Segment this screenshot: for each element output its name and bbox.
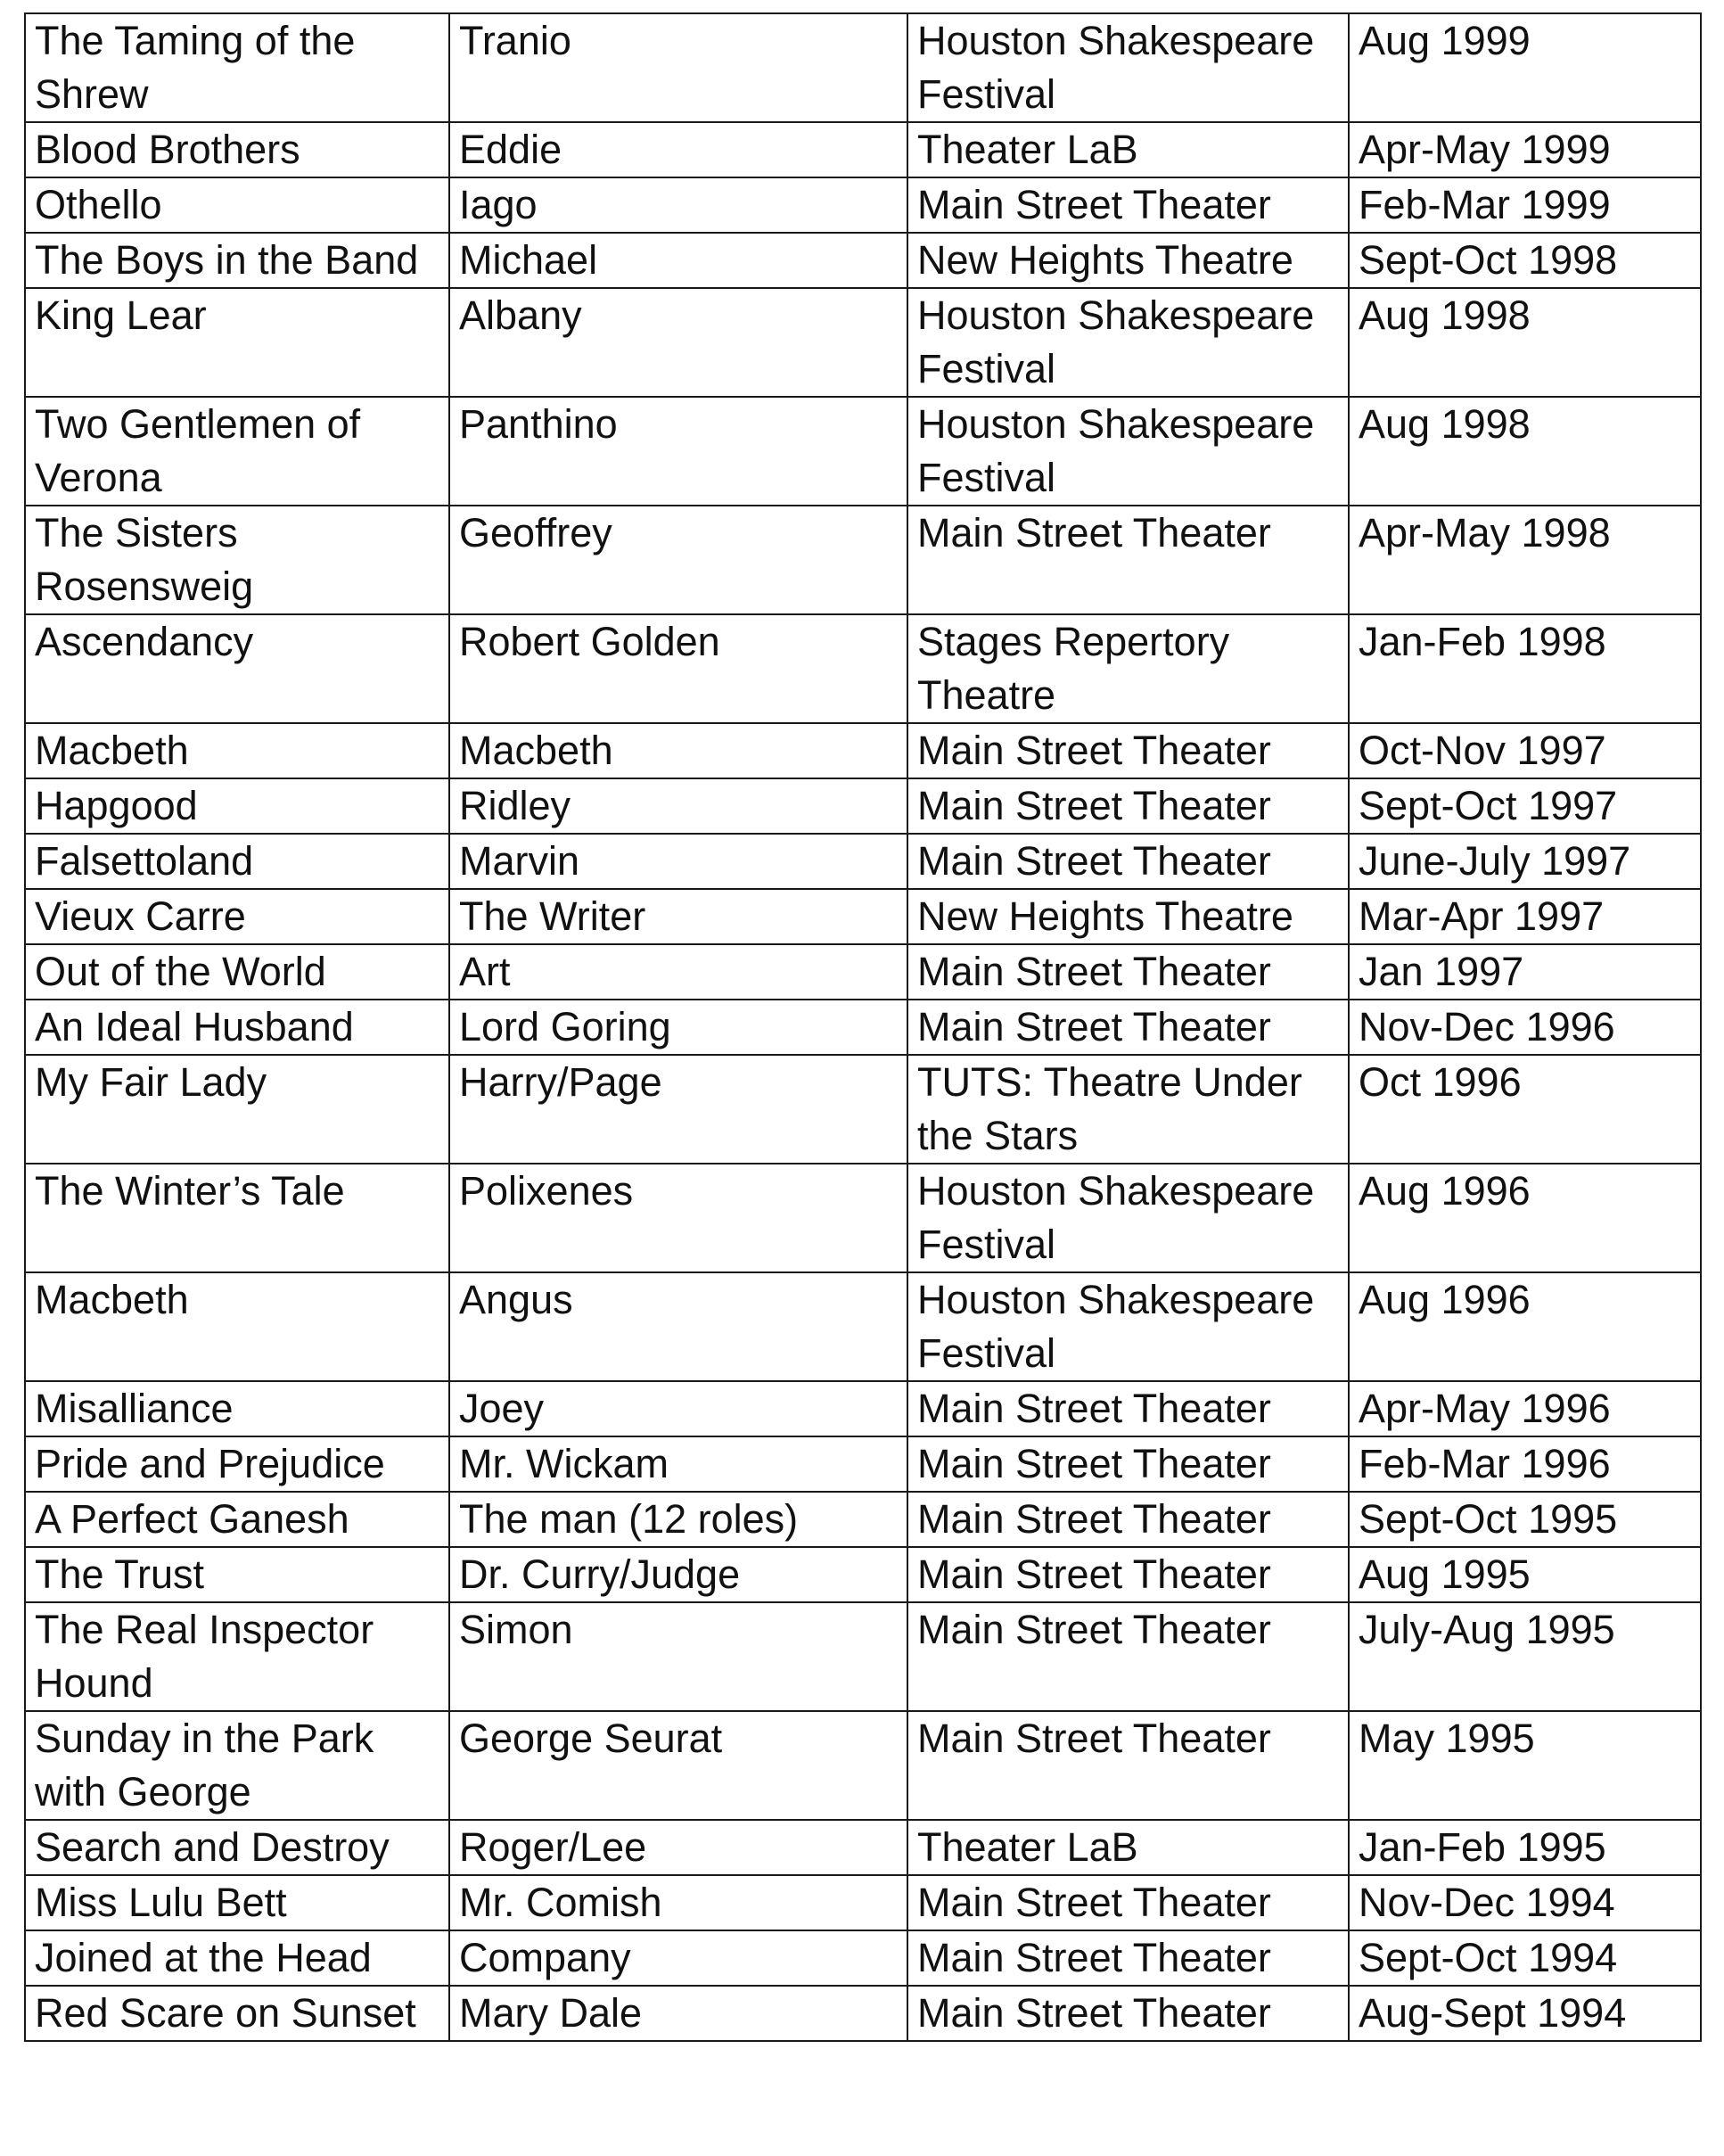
production-title-cell: Vieux Carre	[25, 889, 449, 944]
venue-cell: Main Street Theater	[907, 834, 1349, 889]
role-cell: Joey	[449, 1381, 907, 1436]
table-row	[25, 1711, 1701, 1820]
production-title-cell: Falsettoland	[25, 834, 449, 889]
role-cell: Robert Golden	[449, 614, 907, 723]
table-row	[25, 397, 1701, 506]
production-title-cell: Macbeth	[25, 1272, 449, 1381]
date-cell: Feb-Mar 1999	[1349, 177, 1701, 233]
date-cell: Aug-Sept 1994	[1349, 1986, 1701, 2041]
date-cell: Apr-May 1999	[1349, 122, 1701, 177]
production-title-cell: Misalliance	[25, 1381, 449, 1436]
venue-cell: Main Street Theater	[907, 778, 1349, 834]
table-row	[25, 1986, 1701, 2041]
date-cell: Sept-Oct 1995	[1349, 1492, 1701, 1547]
venue-cell: Main Street Theater	[907, 506, 1349, 614]
venue-cell: Main Street Theater	[907, 1436, 1349, 1492]
venue-cell: Main Street Theater	[907, 177, 1349, 233]
role-cell: Geoffrey	[449, 506, 907, 614]
role-cell: George Seurat	[449, 1711, 907, 1820]
date-cell: Sept-Oct 1998	[1349, 233, 1701, 288]
table-row	[25, 1820, 1701, 1875]
production-title-cell: Macbeth	[25, 723, 449, 778]
table-row	[25, 889, 1701, 944]
venue-cell: Main Street Theater	[907, 1711, 1349, 1820]
venue-cell: Main Street Theater	[907, 944, 1349, 1000]
table-row	[25, 177, 1701, 233]
role-cell: Michael	[449, 233, 907, 288]
venue-cell: Houston Shakespeare Festival	[907, 1272, 1349, 1381]
table-row	[25, 1000, 1701, 1055]
venue-cell: Houston Shakespeare Festival	[907, 288, 1349, 397]
table-row	[25, 1930, 1701, 1986]
venue-cell: New Heights Theatre	[907, 889, 1349, 944]
date-cell: Apr-May 1998	[1349, 506, 1701, 614]
production-title-cell: Search and Destroy	[25, 1820, 449, 1875]
role-cell: Roger/Lee	[449, 1820, 907, 1875]
production-title-cell: Othello	[25, 177, 449, 233]
date-cell: Jan-Feb 1995	[1349, 1820, 1701, 1875]
role-cell: Panthino	[449, 397, 907, 506]
role-cell: Dr. Curry/Judge	[449, 1547, 907, 1602]
date-cell: Aug 1995	[1349, 1547, 1701, 1602]
table-row	[25, 1436, 1701, 1492]
date-cell: Jan 1997	[1349, 944, 1701, 1000]
date-cell: Oct-Nov 1997	[1349, 723, 1701, 778]
production-title-cell: My Fair Lady	[25, 1055, 449, 1164]
date-cell: Aug 1999	[1349, 13, 1701, 122]
production-title-cell: The Trust	[25, 1547, 449, 1602]
venue-cell: Houston Shakespeare Festival	[907, 1164, 1349, 1272]
venue-cell: TUTS: Theatre Under the Stars	[907, 1055, 1349, 1164]
credits-table	[24, 12, 1702, 2042]
role-cell: Mr. Comish	[449, 1875, 907, 1930]
credits-table-body	[25, 13, 1701, 2041]
role-cell: Simon	[449, 1602, 907, 1711]
table-row	[25, 288, 1701, 397]
date-cell: July-Aug 1995	[1349, 1602, 1701, 1711]
table-row	[25, 1492, 1701, 1547]
date-cell: Sept-Oct 1994	[1349, 1930, 1701, 1986]
table-row	[25, 506, 1701, 614]
venue-cell: Main Street Theater	[907, 1602, 1349, 1711]
table-row	[25, 944, 1701, 1000]
date-cell: Feb-Mar 1996	[1349, 1436, 1701, 1492]
role-cell: Eddie	[449, 122, 907, 177]
table-row	[25, 233, 1701, 288]
table-row	[25, 1164, 1701, 1272]
production-title-cell: Out of the World	[25, 944, 449, 1000]
role-cell: The man (12 roles)	[449, 1492, 907, 1547]
role-cell: Ridley	[449, 778, 907, 834]
date-cell: Aug 1996	[1349, 1164, 1701, 1272]
date-cell: Apr-May 1996	[1349, 1381, 1701, 1436]
role-cell: Mr. Wickam	[449, 1436, 907, 1492]
role-cell: Harry/Page	[449, 1055, 907, 1164]
production-title-cell: Red Scare on Sunset	[25, 1986, 449, 2041]
date-cell: Nov-Dec 1996	[1349, 1000, 1701, 1055]
date-cell: Jan-Feb 1998	[1349, 614, 1701, 723]
venue-cell: Main Street Theater	[907, 1930, 1349, 1986]
table-row	[25, 1875, 1701, 1930]
date-cell: Nov-Dec 1994	[1349, 1875, 1701, 1930]
date-cell: Aug 1998	[1349, 397, 1701, 506]
table-row	[25, 1602, 1701, 1711]
production-title-cell: A Perfect Ganesh	[25, 1492, 449, 1547]
date-cell: May 1995	[1349, 1711, 1701, 1820]
production-title-cell: Sunday in the Park with George	[25, 1711, 449, 1820]
venue-cell: Main Street Theater	[907, 1381, 1349, 1436]
role-cell: Polixenes	[449, 1164, 907, 1272]
table-row	[25, 122, 1701, 177]
venue-cell: Main Street Theater	[907, 1492, 1349, 1547]
date-cell: June-July 1997	[1349, 834, 1701, 889]
production-title-cell: King Lear	[25, 288, 449, 397]
role-cell: Iago	[449, 177, 907, 233]
production-title-cell: Pride and Prejudice	[25, 1436, 449, 1492]
table-row	[25, 1547, 1701, 1602]
role-cell: Angus	[449, 1272, 907, 1381]
production-title-cell: Miss Lulu Bett	[25, 1875, 449, 1930]
venue-cell: Houston Shakespeare Festival	[907, 13, 1349, 122]
production-title-cell: The Sisters Rosensweig	[25, 506, 449, 614]
date-cell: Aug 1996	[1349, 1272, 1701, 1381]
role-cell: Macbeth	[449, 723, 907, 778]
table-row	[25, 834, 1701, 889]
table-row	[25, 13, 1701, 122]
credits-document	[24, 12, 1700, 2042]
date-cell: Oct 1996	[1349, 1055, 1701, 1164]
table-row	[25, 778, 1701, 834]
table-row	[25, 1381, 1701, 1436]
date-cell: Sept-Oct 1997	[1349, 778, 1701, 834]
venue-cell: Main Street Theater	[907, 1986, 1349, 2041]
table-row	[25, 723, 1701, 778]
table-row	[25, 1055, 1701, 1164]
venue-cell: New Heights Theatre	[907, 233, 1349, 288]
role-cell: Lord Goring	[449, 1000, 907, 1055]
table-row	[25, 1272, 1701, 1381]
venue-cell: Main Street Theater	[907, 1875, 1349, 1930]
production-title-cell: The Boys in the Band	[25, 233, 449, 288]
production-title-cell: The Real Inspector Hound	[25, 1602, 449, 1711]
venue-cell: Main Street Theater	[907, 723, 1349, 778]
role-cell: Art	[449, 944, 907, 1000]
table-row	[25, 614, 1701, 723]
venue-cell: Theater LaB	[907, 122, 1349, 177]
date-cell: Mar-Apr 1997	[1349, 889, 1701, 944]
role-cell: Company	[449, 1930, 907, 1986]
production-title-cell: Ascendancy	[25, 614, 449, 723]
production-title-cell: Hapgood	[25, 778, 449, 834]
venue-cell: Main Street Theater	[907, 1000, 1349, 1055]
production-title-cell: Two Gentlemen of Verona	[25, 397, 449, 506]
role-cell: Marvin	[449, 834, 907, 889]
date-cell: Aug 1998	[1349, 288, 1701, 397]
venue-cell: Main Street Theater	[907, 1547, 1349, 1602]
venue-cell: Stages Repertory Theatre	[907, 614, 1349, 723]
production-title-cell: Blood Brothers	[25, 122, 449, 177]
production-title-cell: Joined at the Head	[25, 1930, 449, 1986]
venue-cell: Theater LaB	[907, 1820, 1349, 1875]
role-cell: The Writer	[449, 889, 907, 944]
production-title-cell: The Taming of the Shrew	[25, 13, 449, 122]
production-title-cell: The Winter’s Tale	[25, 1164, 449, 1272]
role-cell: Tranio	[449, 13, 907, 122]
role-cell: Mary Dale	[449, 1986, 907, 2041]
venue-cell: Houston Shakespeare Festival	[907, 397, 1349, 506]
production-title-cell: An Ideal Husband	[25, 1000, 449, 1055]
role-cell: Albany	[449, 288, 907, 397]
